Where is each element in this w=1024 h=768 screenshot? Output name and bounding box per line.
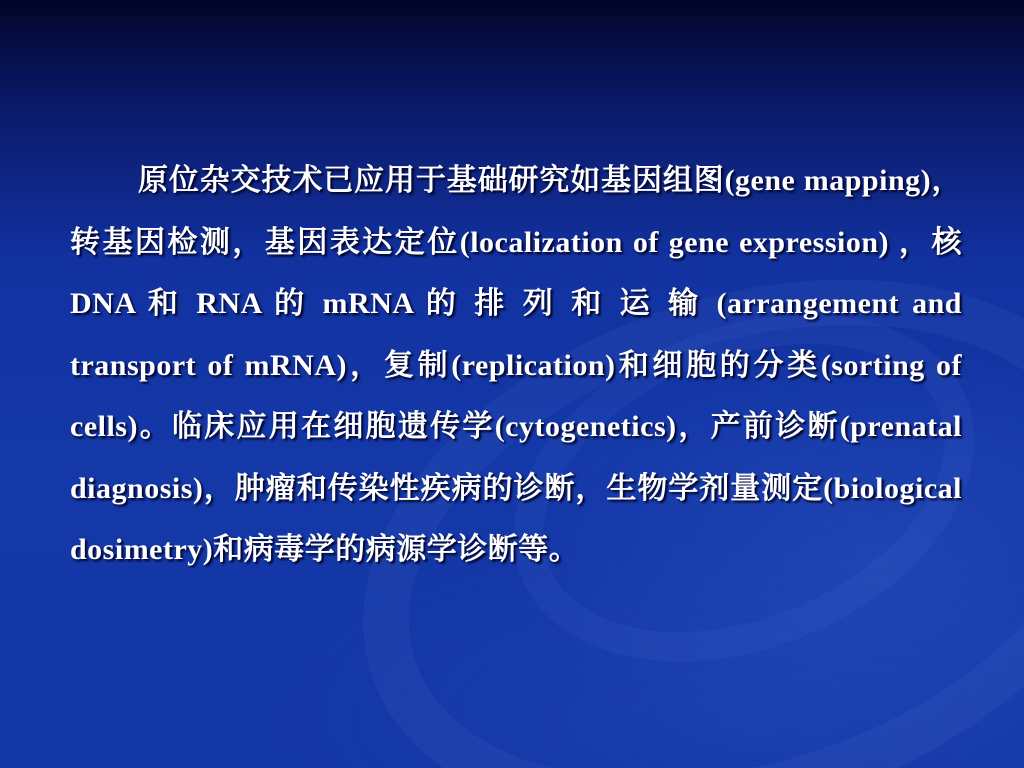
slide-body-text: 原位杂交技术已应用于基础研究如基因组图(gene mapping)，转基因检测，基因表达定位(localization of gene expression) ，核 DNA 和 RNA 的 mRNA 的 排 列 和 运 输 (arrangement and transport of mRNA)，复制(replication)和细胞的分类(sorting of cells)。临床应用在细胞遗传学(cytogenetics)，产前诊断(prenatal diagnosis)，肿瘤和传染性疾病的诊断，生物学剂量测定(biological dosimetry)和病毒学的病源学诊断等。 — [70, 164, 962, 566]
